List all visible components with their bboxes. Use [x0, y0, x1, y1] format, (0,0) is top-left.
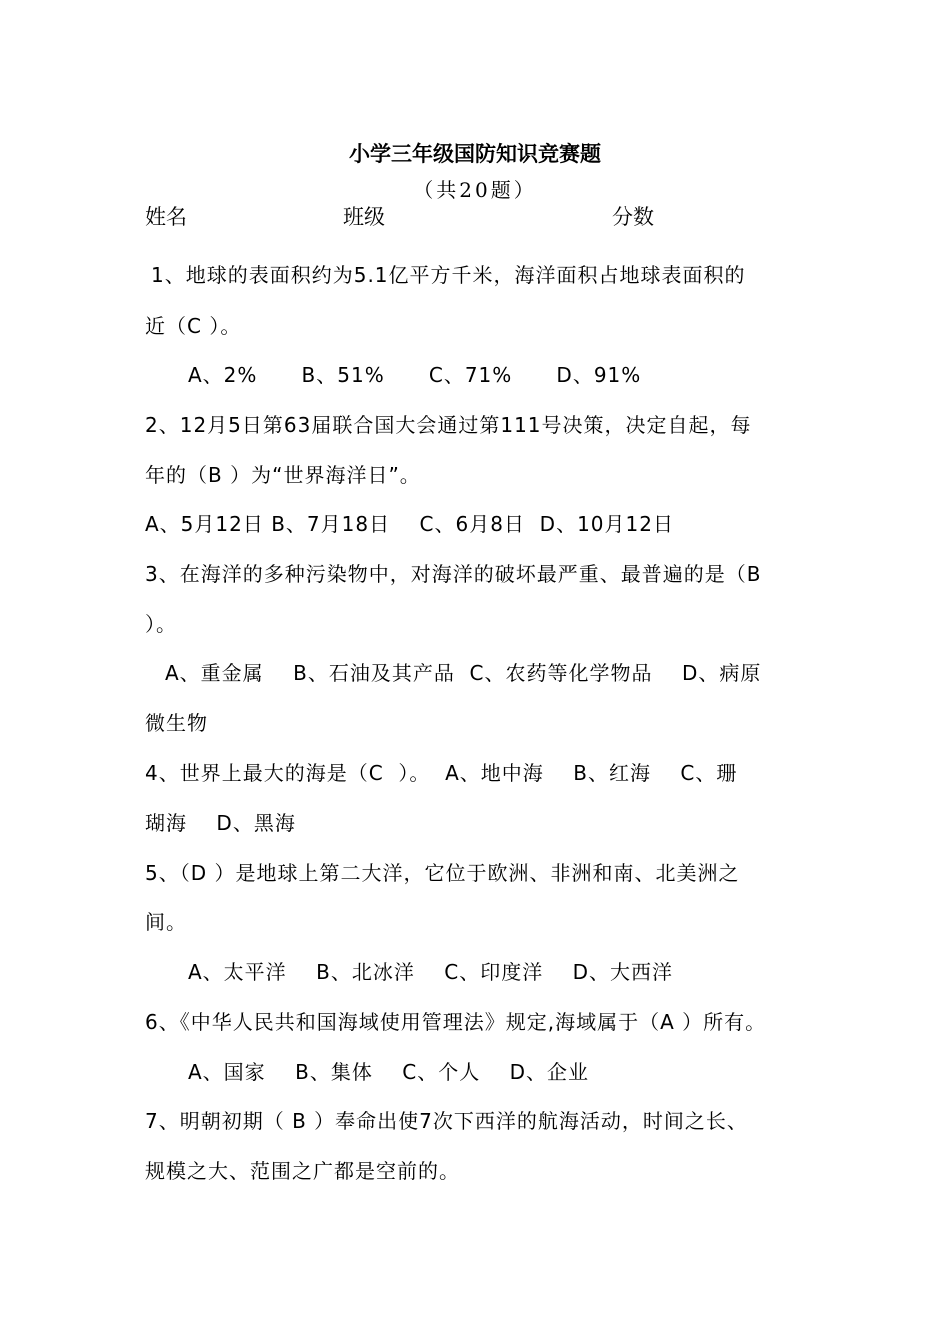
question-1-options: A、2% B、51% C、71% D、91% — [188, 363, 642, 387]
question-3-line-2: ）。 — [145, 612, 177, 636]
question-3-options-line-1: A、重金属 B、石油及其产品 C、农药等化学物品 D、病原 — [165, 661, 762, 685]
name-label: 姓名 — [145, 205, 187, 229]
question-1-line-1: 1、地球的表面积约为5.1亿平方千米，海洋面积占地球表面积的 — [151, 263, 746, 287]
question-4-line-1: 4、世界上最大的海是（C ）。 A、地中海 B、红海 C、珊 — [145, 761, 738, 785]
question-6-options: A、国家 B、集体 C、个人 D、企业 — [188, 1060, 590, 1084]
page-title: 小学三年级国防知识竞赛题 — [349, 142, 601, 166]
question-5-line-2: 间。 — [145, 910, 187, 934]
question-7-line-1: 7、明朝初期（ B ）奉命出使7次下西洋的航海活动，时间之长、 — [145, 1109, 748, 1133]
question-6-line-1: 6、《中华人民共和国海域使用管理法》规定,海域属于（A ）所有。 — [145, 1010, 767, 1034]
question-2-options: A、5月12日 B、7月18日 C、6月8日 D、10月12日 — [145, 512, 674, 536]
question-5-options: A、太平洋 B、北冰洋 C、印度洋 D、大西洋 — [188, 960, 674, 984]
question-5-line-1: 5、（D ）是地球上第二大洋，它位于欧洲、非洲和南、北美洲之 — [145, 861, 740, 885]
question-1-line-2: 近（C ）。 — [145, 314, 242, 338]
question-4-line-2: 瑚海 D、黑海 — [145, 811, 296, 835]
class-label: 班级 — [343, 205, 385, 229]
question-2-line-1: 2、12月5日第63届联合国大会通过第111号决策，决定自起，每 — [145, 413, 752, 437]
question-7-line-2: 规模之大、范围之广都是空前的。 — [145, 1159, 460, 1183]
score-label: 分数 — [612, 205, 654, 229]
question-3-line-1: 3、在海洋的多种污染物中，对海洋的破坏最严重、最普遍的是（B — [145, 562, 762, 586]
question-2-line-2: 年的（B ）为“世界海洋日”。 — [145, 463, 421, 487]
page-subtitle: （共20题） — [413, 178, 537, 202]
question-3-options-line-2: 微生物 — [145, 711, 208, 735]
